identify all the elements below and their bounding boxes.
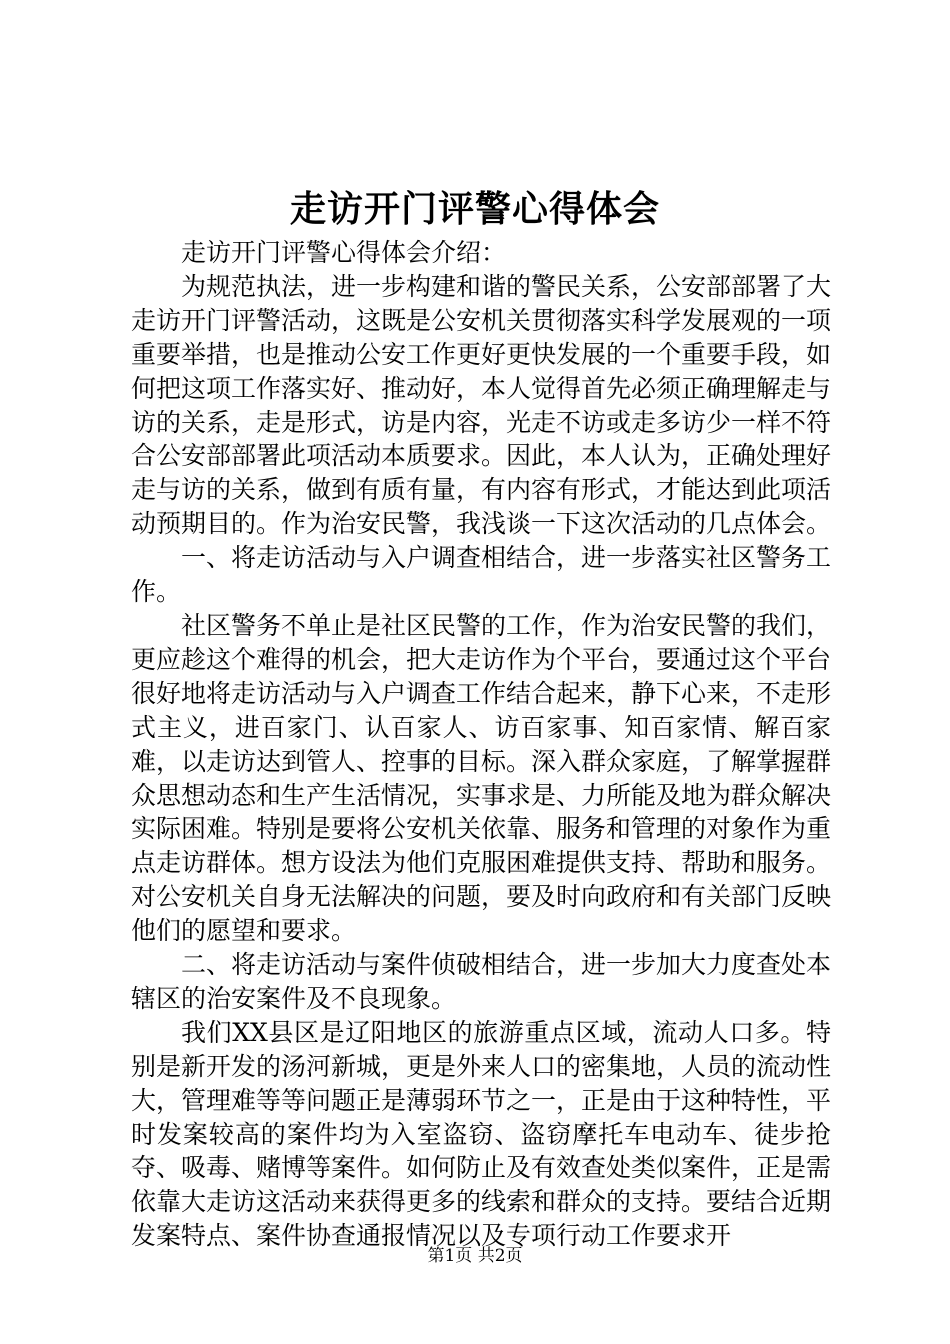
- page-number-footer: 第1页 共2页: [427, 1246, 523, 1266]
- document-title: 走访开门评警心得体会: [289, 188, 660, 230]
- section-heading-2: 二、将走访活动与案件侦破相结合，进一步加大力度查处本辖区的治安案件及不良现象。: [131, 950, 832, 1013]
- body-paragraph: 为规范执法，进一步构建和谐的警民关系，公安部部署了大走访开门评警活动，这既是公安机关贯彻落实科学发展观的一项重要举措，也是推动公安工作更好更快发展的一个重要手段，如何把这项工作落实好、推动好，本人觉得首先必须正确理解走与访的关系，走是形式，访是内容，光走不访或走多访少一样不符合公安部部署此项活动本质要求。因此，本人认为，正确处理好走与访的关系，做到有质有量，有内容有形式，才能达到此项活动预期目的。作为治安民警，我浅谈一下这次活动的几点体会。: [131, 271, 832, 539]
- body-paragraph: 社区警务不单止是社区民警的工作，作为治安民警的我们，更应趁这个难得的机会，把大走访作为个平台，要通过这个平台很好地将走访活动与入户调查工作结合起来，静下心来，不走形式主义，进百家门、认百家人、访百家事、知百家情、解百家难，以走访达到管人、控事的目标。深入群众家庭，了解掌握群众思想动态和生产生活情况，实事求是、力所能及地为群众解决实际困难。特别是要将公安机关依靠、服务和管理的对象作为重点走访群体。想方设法为他们克服困难提供支持、帮助和服务。对公安机关自身无法解决的问题，要及时向政府和有关部门反映他们的愿望和要求。: [131, 610, 832, 946]
- intro-paragraph: 走访开门评警心得体会介绍：: [181, 238, 507, 267]
- body-paragraph: 我们XX县区是辽阳地区的旅游重点区域，流动人口多。特别是新开发的汤河新城，更是外来人口的密集地，人员的流动性大，管理难等等问题正是薄弱环节之一，正是由于这种特性，平时发案较高的案件均为入室盗窃、盗窃摩托车电动车、徒步抢夺、吸毒、赌博等案件。如何防止及有效查处类似案件，正是需依靠大走访这活动来获得更多的线索和群众的支持。要结合近期发案特点、案件协查通报情况以及专项行动工作要求开: [131, 1017, 832, 1251]
- section-heading-1: 一、将走访活动与入户调查相结合，进一步落实社区警务工作。: [131, 543, 832, 607]
- document-body: [131, 236, 831, 1253]
